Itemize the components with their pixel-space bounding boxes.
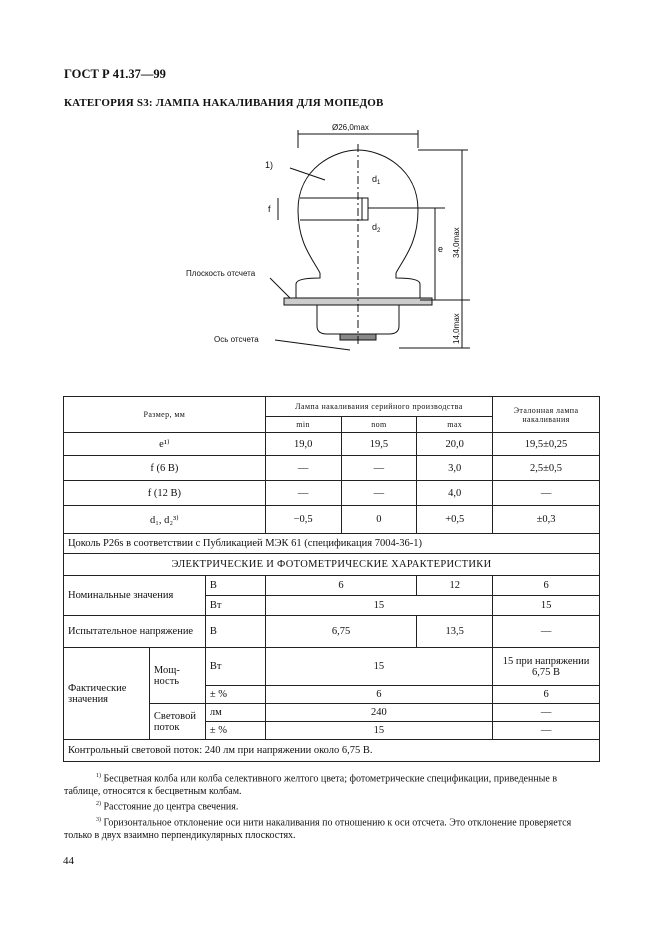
table-row — [64, 481, 600, 506]
reference-plane-label: Плоскость отсчета — [186, 269, 256, 278]
elec-title: ЭЛЕКТРИЧЕСКИЕ И ФОТОМЕТРИЧЕСКИЕ ХАРАКТЕРИСТИКИ — [64, 554, 600, 576]
footnote-1: $^{1)}$ Бесцветная колба или колба селективного желтого цвета; фотометрические спецификации, приведенные в таблице, относятся к бесцветным колбам. — [64, 773, 558, 798]
nominal-w-etalon: 15 — [493, 596, 600, 616]
nominal-v-6: 6 — [265, 576, 417, 596]
d2-label: $d_2$ — [372, 222, 381, 234]
actual-label: Фактические значения — [64, 648, 150, 740]
flux-label: Световой поток — [149, 704, 205, 740]
leader-axis — [275, 340, 350, 350]
filament — [362, 198, 368, 220]
cell-etalon: — — [493, 481, 600, 506]
cell-nom: — — [341, 481, 417, 506]
cell-max: 3,0 — [417, 456, 493, 481]
row-label: d₁, d₂³⁾ — [64, 506, 266, 534]
nom-header: nom — [341, 417, 417, 433]
footnotes — [64, 770, 589, 842]
nominal-w-unit: Вт — [205, 596, 265, 616]
cell-max: 4,0 — [417, 481, 493, 506]
power-label: Мощ-ность — [149, 648, 205, 704]
cell-etalon: 2,5±0,5 — [493, 456, 600, 481]
spec-table — [63, 396, 600, 762]
footnote-3: $^{3)}$ Горизонтальное отклонение оси нити накаливания по отношению к оси отсчета. Это отклонение проверяется только в двух взаимно перпендикулярных плоскостях. — [64, 816, 572, 841]
row-label: e¹⁾ — [64, 433, 266, 456]
e-label: e — [438, 244, 444, 254]
min-header: min — [265, 417, 341, 433]
page-header: ГОСТ Р 41.37—99 — [64, 67, 166, 81]
category-title: КАТЕГОРИЯ S3: ЛАМПА НАКАЛИВАНИЯ ДЛЯ МОПЕДОВ — [64, 97, 384, 109]
flux-value: 240 — [265, 704, 492, 722]
row-label: f (12 В) — [64, 481, 266, 506]
flux-tol-unit: ± % — [205, 722, 265, 740]
cell-min: 19,0 — [265, 433, 341, 456]
d1-label: $d_1$ — [372, 174, 381, 186]
nominal-v-12: 12 — [417, 576, 493, 596]
page-number: 44 — [63, 855, 74, 867]
f-label: f — [268, 204, 271, 214]
cell-max: 20,0 — [417, 433, 493, 456]
table-row — [64, 433, 600, 456]
footnote-2: $^{2)}$ Расстояние до центра свечения. — [96, 801, 239, 813]
cell-max: +0,5 — [417, 506, 493, 534]
control-row: Контрольный световой поток: 240 лм при напряжении около 6,75 В. — [64, 740, 600, 762]
row-label: f (6 В) — [64, 456, 266, 481]
nominal-label: Номинальные значения — [64, 576, 206, 616]
serial-header: Лампа накаливания серийного производства — [265, 397, 492, 417]
cell-nom: 0 — [341, 506, 417, 534]
power-tol-etalon: 6 — [493, 686, 600, 704]
label-1: 1) — [265, 160, 274, 170]
table-row — [64, 506, 600, 534]
nominal-v-unit: В — [205, 576, 265, 596]
flux-tol-etalon: — — [493, 722, 600, 740]
cell-etalon: ±0,3 — [493, 506, 600, 534]
leader-1 — [290, 168, 325, 180]
test-6: 6,75 — [265, 616, 417, 648]
flux-unit: лм — [205, 704, 265, 722]
cell-etalon: 19,5±0,25 — [493, 433, 600, 456]
flux-etalon: — — [493, 704, 600, 722]
lamp-drawing — [180, 118, 480, 358]
cell-min: −0,5 — [265, 506, 341, 534]
nominal-v-etalon: 6 — [493, 576, 600, 596]
test-etalon: — — [493, 616, 600, 648]
size-header: Размер, мм — [64, 397, 266, 433]
test-12: 13,5 — [417, 616, 493, 648]
cell-min: — — [265, 481, 341, 506]
leader-plane — [270, 278, 290, 298]
height-34-text: 34,0max — [452, 227, 461, 258]
reference-axis-label: Ось отсчета — [214, 335, 259, 344]
cell-nom: 19,5 — [341, 433, 417, 456]
power-tol: 6 — [265, 686, 492, 704]
power-unit: Вт — [205, 648, 265, 686]
cell-min: — — [265, 456, 341, 481]
flux-tol: 15 — [265, 722, 492, 740]
power-value: 15 — [265, 648, 492, 686]
dim-diameter-text: Ø26,0max — [332, 123, 369, 132]
etalon-header: Эталонная лампа накаливания — [493, 397, 600, 433]
nominal-w: 15 — [265, 596, 492, 616]
max-header: max — [417, 417, 493, 433]
cell-nom: — — [341, 456, 417, 481]
test-unit: В — [205, 616, 265, 648]
test-label: Испытательное напряжение — [64, 616, 206, 648]
cap-row: Цоколь Р26s в соответствии с Публикацией МЭК 61 (спецификация 7004-36-1) — [64, 534, 600, 554]
height-14-text: 14,0max — [452, 313, 461, 344]
table-row — [64, 456, 600, 481]
power-etalon: 15 при напряжении 6,75 В — [493, 648, 600, 686]
power-tol-unit: ± % — [205, 686, 265, 704]
